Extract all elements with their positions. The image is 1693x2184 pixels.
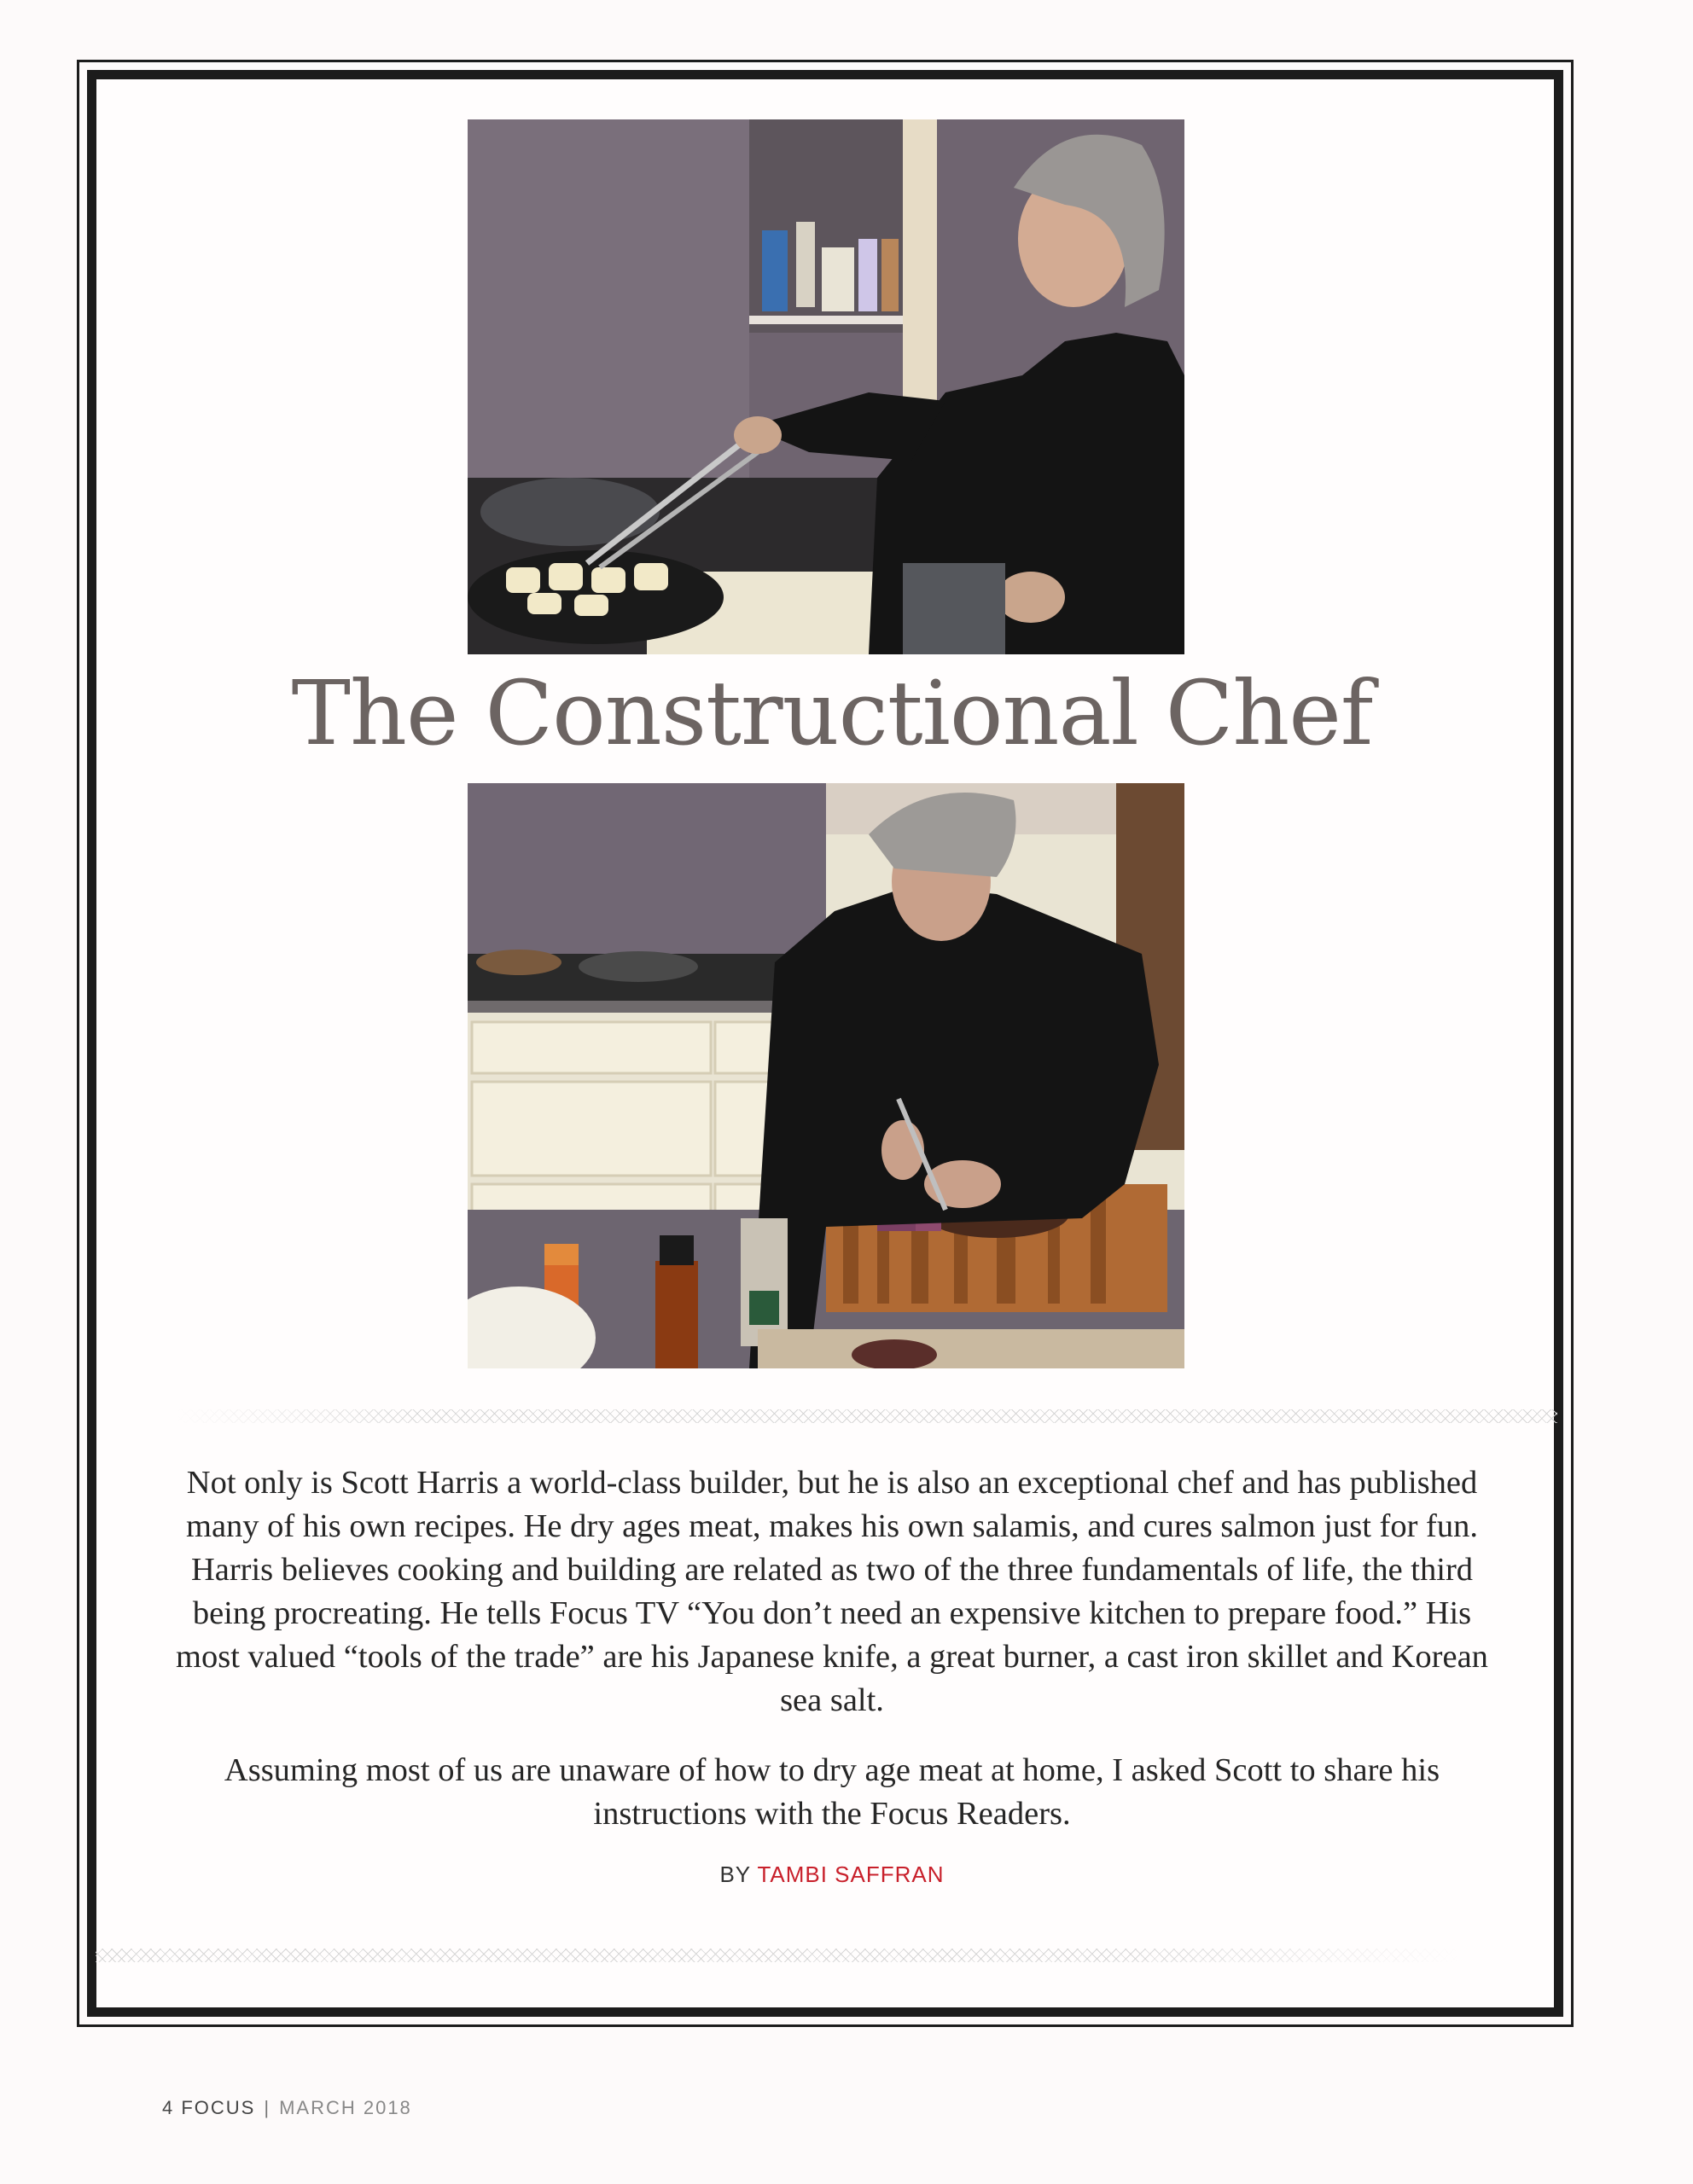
byline-prefix: BY	[719, 1862, 751, 1887]
page-footer	[162, 2097, 412, 2119]
footer-date: MARCH 2018	[279, 2097, 412, 2118]
article-paragraph-1: Not only is Scott Harris a world-class builder, but he is also an exceptional chef and has published many of his own recipes. He dry ages meat, makes his own salamis, and cures salmon just for fun. Harris believes cooking and building are related as two of the three fundamentals of life, the third being procreating. He tells Focus TV “You don’t need an expensive kitchen to prepare food.” His most valued “tools of the trade” are his Japanese knife, a great burner, a cast iron skillet and Korean sea salt.	[176, 1465, 1488, 1718]
article-paragraph-2: Assuming most of us are unaware of how to dry age meat at home, I asked Scott to share his instructions with the Focus Readers.	[224, 1752, 1440, 1832]
chef-at-stove-photo	[468, 119, 1184, 654]
article-title: The Constructional Chef	[291, 661, 1373, 765]
byline	[175, 1862, 1489, 1888]
footer-separator: |	[264, 2097, 271, 2118]
footer-page-label: 4 FOCUS	[162, 2097, 256, 2118]
decorative-divider-bottom	[96, 1949, 1461, 1962]
decorative-divider-top	[175, 1409, 1557, 1423]
byline-author: TAMBI SAFFRAN	[757, 1862, 945, 1887]
chef-carving-meat-photo	[468, 783, 1184, 1368]
